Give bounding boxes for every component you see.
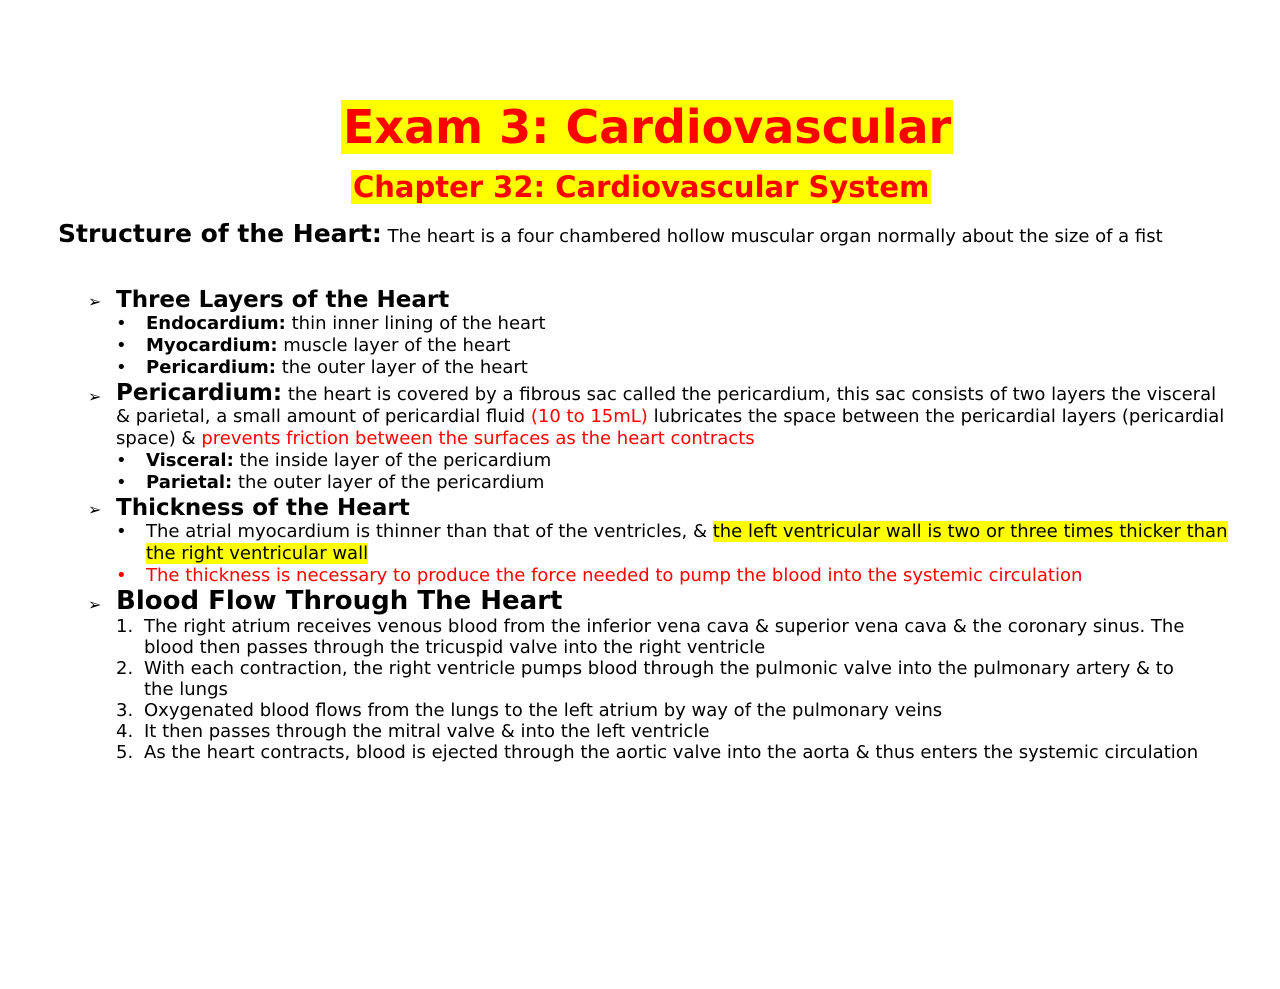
section-three-layers	[88, 287, 1228, 379]
list-item: 4. It then passes through the mitral valve & into the left ventricle	[116, 721, 710, 742]
chapter-subtitle: Chapter 32: Cardiovascular System	[353, 170, 930, 204]
highlighted-text: the right ventricular wall	[146, 543, 369, 564]
section-blood-flow	[88, 586, 1228, 763]
arrow-bullet-icon: ➢	[88, 595, 102, 614]
arrow-bullet-icon: ➢	[88, 387, 102, 406]
section-pericardium	[88, 382, 1228, 494]
blood-flow-heading: Blood Flow Through The Heart	[116, 586, 563, 616]
list-item: • Endocardium: thin inner lining of the heart	[116, 313, 1228, 335]
arrow-bullet-icon: ➢	[88, 500, 102, 519]
list-item: 5. As the heart contracts, blood is ejected through the aortic valve into the aorta & thus enters the systemic circulation	[116, 742, 1199, 763]
friction-note: prevents friction between the surfaces as the heart contracts	[201, 428, 755, 449]
highlighted-text: the left ventricular wall is two or three times thicker than	[712, 521, 1228, 542]
list-item: • Pericardium: the outer layer of the heart	[116, 357, 1228, 379]
structure-intro	[58, 219, 1223, 248]
page-title: Exam 3: Cardiovascular	[343, 100, 952, 154]
arrow-bullet-icon: ➢	[88, 292, 102, 311]
pericardium-paragraph: Pericardium: the heart is covered by a fibrous sac called the pericardium, this sac consists of two layers the visceral & parietal, a small amount of pericardial fluid (10 to 15mL) lubricates the space between the pericardial layers (pericardial space) & prevents friction between the surfaces as the heart contracts	[116, 380, 1225, 449]
section-thickness	[88, 495, 1228, 587]
three-layers-heading: Three Layers of the Heart	[116, 287, 450, 313]
list-item: • The thickness is necessary to produce the force needed to pump the blood into the systemic circulation	[116, 565, 1228, 587]
list-item: 2. With each contraction, the right ventricle pumps blood through the pulmonic valve into the pulmonary artery & to the lungs	[116, 658, 1174, 700]
thickness-heading: Thickness of the Heart	[116, 495, 410, 521]
blood-flow-steps	[86, 616, 1228, 763]
list-item: • Parietal: the outer layer of the pericardium	[116, 472, 1228, 494]
thickness-list	[116, 521, 1228, 587]
layers-list	[116, 313, 1228, 379]
list-item: 3. Oxygenated blood flows from the lungs to the left atrium by way of the pulmonary veins	[116, 700, 943, 721]
list-item: • Myocardium: muscle layer of the heart	[116, 335, 1228, 357]
list-item: 1. The right atrium receives venous blood from the inferior vena cava & superior vena cava & the coronary sinus. The blood then passes through the tricuspid valve into the right ventricle	[116, 616, 1185, 658]
list-item: • Visceral: the inside layer of the pericardium	[116, 450, 1228, 472]
list-item: • The atrial myocardium is thinner than that of the ventricles, & the left ventricular wall is two or three times thicker than the right ventricular wall	[116, 521, 1228, 565]
structure-text: The heart is a four chambered hollow muscular organ normally about the size of a fist	[387, 226, 1163, 247]
fluid-volume: (10 to 15mL)	[530, 406, 648, 427]
pericardium-list	[116, 450, 1228, 494]
structure-heading: Structure of the Heart:	[58, 219, 382, 248]
pericardium-heading: Pericardium:	[116, 380, 283, 406]
